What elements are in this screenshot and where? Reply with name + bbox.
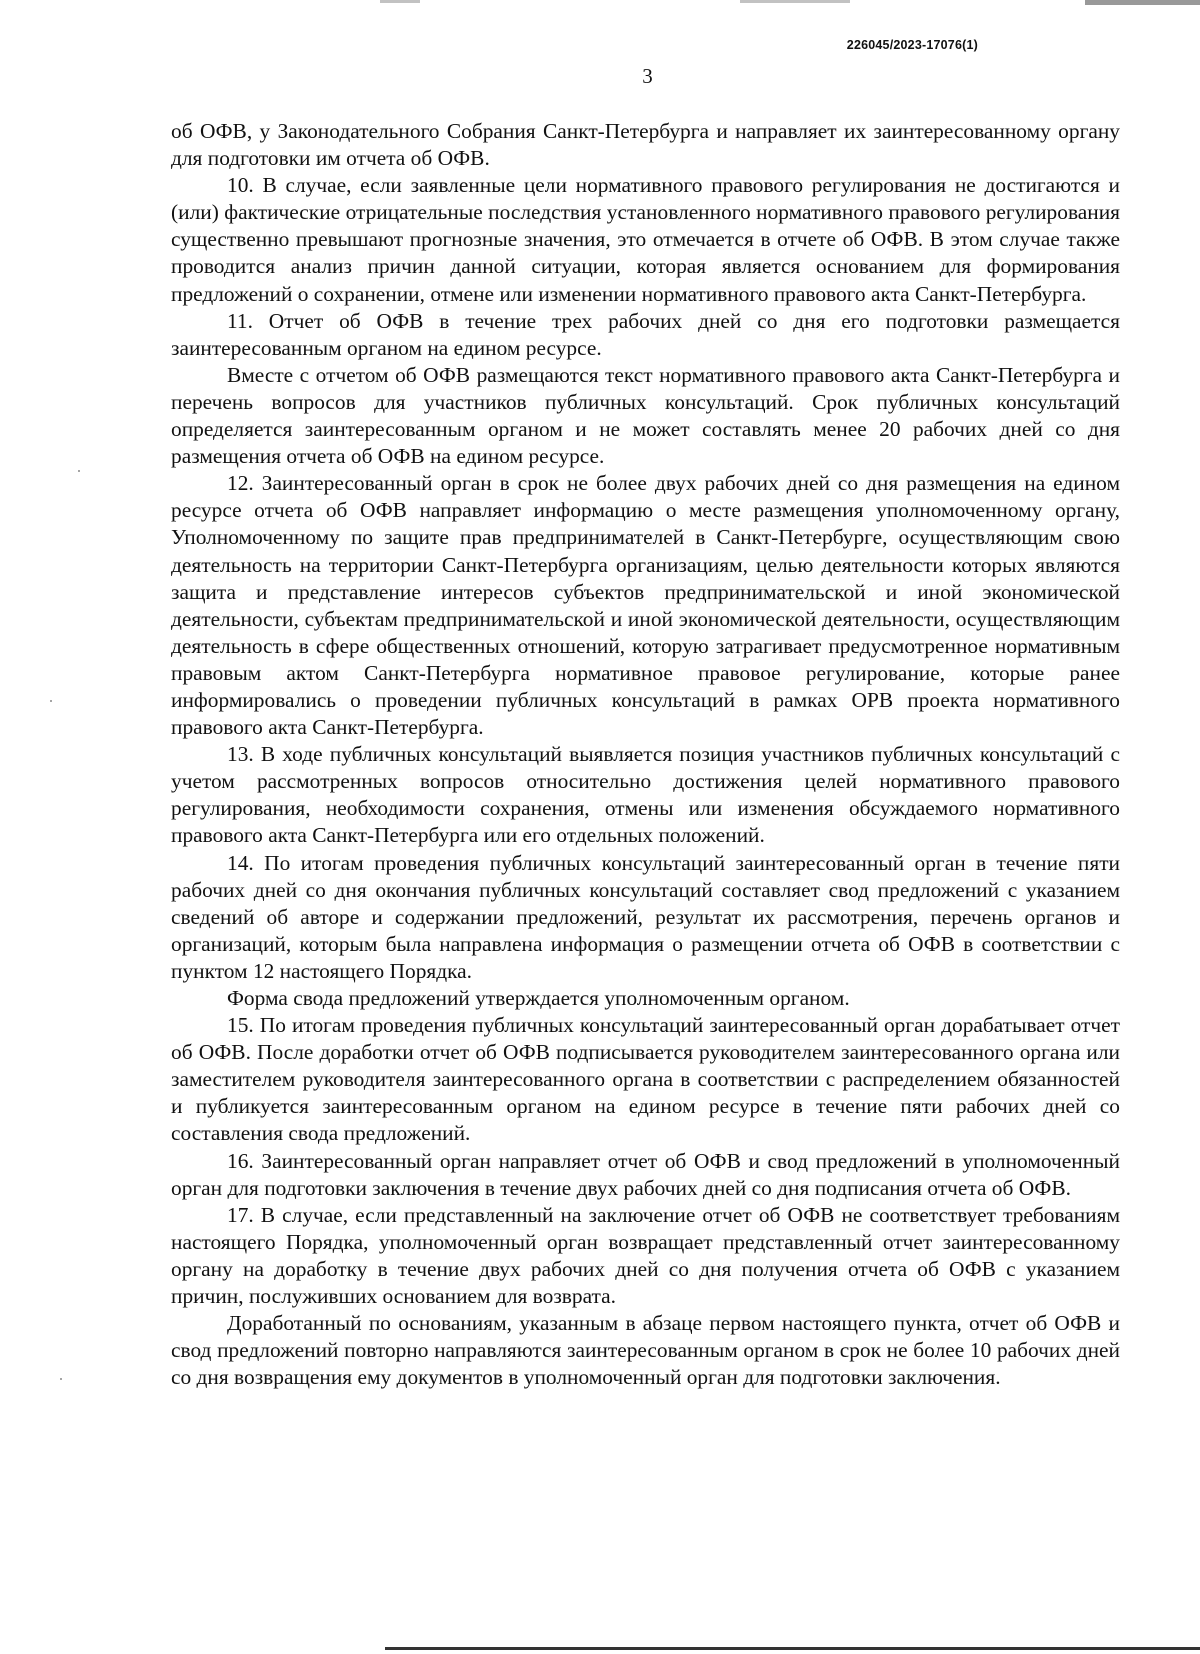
paragraph-item-17-continued: Доработанный по основаниям, указанным в абзаце первом настоящего пункта, отчет об ОФВ и свод предложений повторно направляются заинтересованным органом в срок не более 10 рабочих дней со дня возвращения ему документов в уполномоченный орган для подготовки заключения. [171, 1311, 1120, 1390]
paragraph-item-14: 14. По итогам проведения публичных консультаций заинтересованный орган в течение пяти рабочих дней со дня окончания публичных консультаций составляет свод предложений с указанием сведений об авторе и содержании предложений, результат их рассмотрения, перечень органов и организаций, которым была направлена информация о размещении отчета об ОФВ в соответствии с пунктом 12 настоящего Порядка. [171, 850, 1120, 983]
scan-artifact [1085, 0, 1200, 5]
paragraph-item-11-continued: Вместе с отчетом об ОФВ размещаются текст нормативного правового акта Санкт-Петербурга и перечень вопросов для участников публичных консультаций. Срок публичных консультаций определяется заинтересованным органом и не может составлять менее 20 рабочих дней со дня размещения отчета об ОФВ на едином ресурсе. [171, 362, 1120, 469]
paragraph-item-10: 10. В случае, если заявленные цели нормативного правового регулирования не достигаются и (или) фактические отрицательные последствия установленного нормативного правового регулирования существенно превышают прогнозные значения, это отмечается в отчете об ОФВ. В этом случае также проводится анализ причин данной ситуации, которая является основанием для формирования предложений о сохранении, отмене или изменении нормативного правового акта Санкт-Петербурга. [171, 173, 1120, 306]
document-body [171, 118, 1120, 1391]
paragraph-item-15: 15. По итогам проведения публичных консультаций заинтересованный орган дорабатывает отчет об ОФВ. После доработки отчет об ОФВ подписывается руководителем заинтересованного органа или заместителем руководителя заинтересованного органа в соответствии с распределением обязанностей и публикуется заинтересованным органом на едином ресурсе в течение пяти рабочих дней со составления свода предложений. [171, 1013, 1120, 1146]
page-number: 3 [642, 64, 653, 88]
paragraph-item-12: 12. Заинтересованный орган в срок не более двух рабочих дней со дня размещения на едином ресурсе отчета об ОФВ направляет информацию о месте размещения уполномоченному органу, Уполномоченному по защите прав предпринимателей в Санкт-Петербурге, осуществляющим свою деятельность на территории Санкт-Петербурга организациям, целью деятельности которых являются защита и представление интересов субъектов предпринимательской и иной экономической деятельности, субъектам предпринимательской и иной экономической деятельности, осуществляющим деятельность в сфере общественных отношений, которую затрагивает предусмотренное нормативным правовым актом Санкт-Петербурга нормативное правовое регулирование, которые ранее информировались о проведении публичных консультаций в рамках ОРВ проекта нормативного правового акта Санкт-Петербурга. [171, 471, 1120, 740]
paragraph-item-16: 16. Заинтересованный орган направляет отчет об ОФВ и свод предложений в уполномоченный орган для подготовки заключения в течение двух рабочих дней со дня подписания отчета об ОФВ. [171, 1148, 1120, 1200]
document-registration-number: 226045/2023-17076(1) [846, 38, 978, 52]
paragraph-continuation: об ОФВ, у Законодательного Собрания Санкт-Петербурга и направляет их заинтересованному органу для подготовки им отчета об ОФВ. [171, 119, 1120, 171]
scan-artifact [380, 0, 420, 3]
scan-bottom-edge [385, 1647, 1200, 1650]
scan-speck [78, 470, 80, 472]
paragraph-item-14-continued: Форма свода предложений утверждается уполномоченным органом. [227, 986, 850, 1010]
scan-artifact [740, 0, 850, 3]
scan-speck [50, 700, 52, 702]
paragraph-item-13: 13. В ходе публичных консультаций выявляется позиция участников публичных консультаций с учетом рассмотренных вопросов относительно достижения целей нормативного правового регулирования, необходимости сохранения, отмены или изменения обсуждаемого нормативного правового акта Санкт-Петербурга или его отдельных положений. [171, 742, 1120, 848]
paragraph-item-17: 17. В случае, если представленный на заключение отчет об ОФВ не соответствует требованиям настоящего Порядка, уполномоченный орган возвращает представленный отчет заинтересованному органу на доработку в течение двух рабочих дней со дня получения отчета об ОФВ с указанием причин, послуживших основанием для возврата. [171, 1202, 1120, 1309]
scan-speck [60, 1378, 62, 1380]
paragraph-item-11: 11. Отчет об ОФВ в течение трех рабочих дней со дня его подготовки размещается заинтересованным органом на едином ресурсе. [171, 308, 1120, 360]
